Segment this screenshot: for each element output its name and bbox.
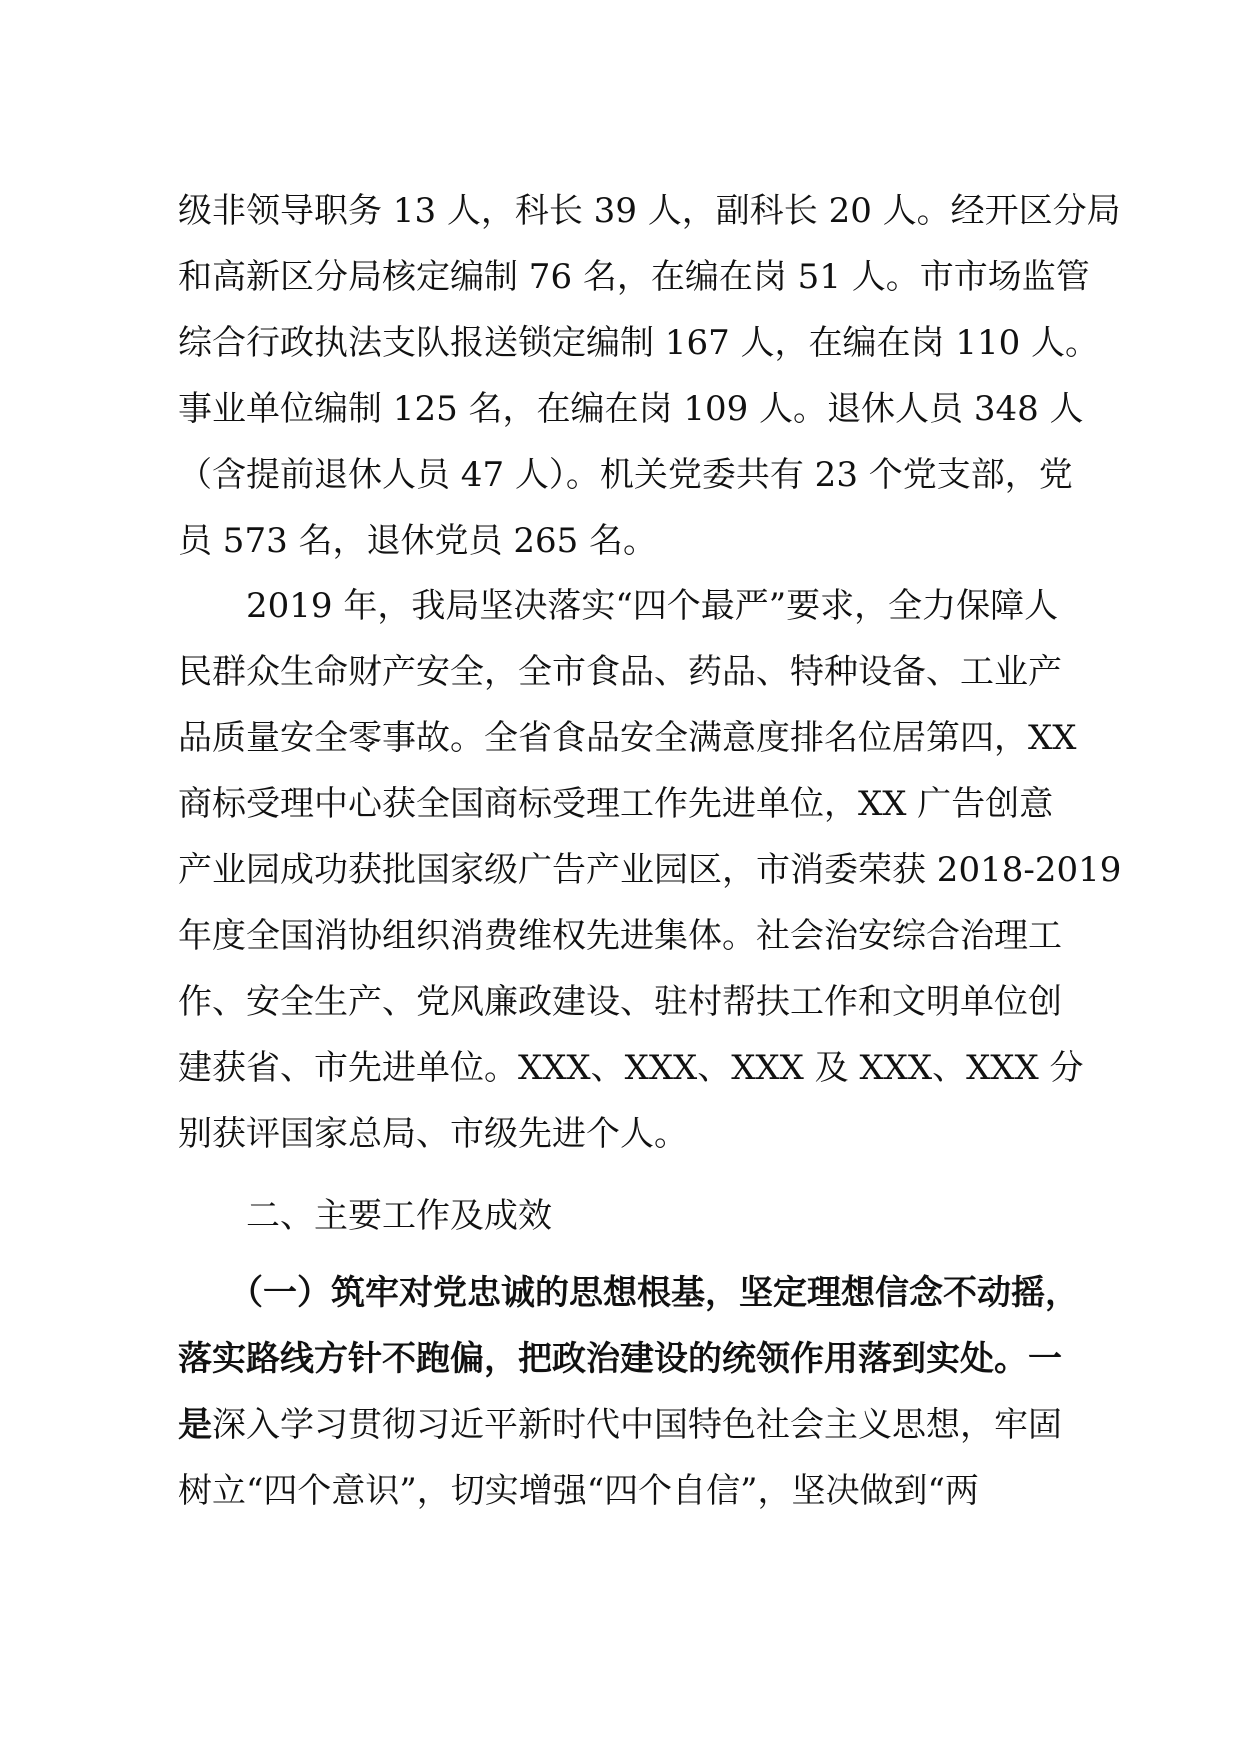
text-line: 和高新区分局核定编制 76 名，在编在岗 51 人。市市场监管 bbox=[178, 257, 1090, 297]
text-line: 事业单位编制 125 名，在编在岗 109 人。退休人员 348 人 bbox=[178, 389, 1084, 429]
paragraph-staffing bbox=[178, 178, 1121, 574]
point-marker: 是 bbox=[178, 1405, 212, 1445]
text-line: （含提前退休人员 47 人）。机关党委共有 23 个党支部，党 bbox=[178, 455, 1073, 495]
text-line: 别获评国家总局、市级先进个人。 bbox=[178, 1114, 688, 1154]
paragraph-section-one bbox=[178, 1260, 1078, 1524]
text-line: 综合行政执法支队报送锁定编制 167 人，在编在岗 110 人。 bbox=[178, 323, 1100, 363]
subheading-line: 落实路线方针不跑偏，把政治建设的统领作用落到实处。一 bbox=[178, 1339, 1062, 1379]
text-line: 年度全国消协组织消费维权先进集体。社会治安综合治理工 bbox=[178, 916, 1062, 956]
text-line: 作、安全生产、党风廉政建设、驻村帮扶工作和文明单位创 bbox=[178, 982, 1062, 1022]
text-line: 民群众生命财产安全，全市食品、药品、特种设备、工业产 bbox=[178, 652, 1062, 692]
text-line: 商标受理中心获全国商标受理工作先进单位，XX 广告创意 bbox=[178, 784, 1054, 824]
point-text: 深入学习贯彻习近平新时代中国特色社会主义思想，牢固 bbox=[212, 1405, 1062, 1445]
text-line bbox=[178, 1392, 1078, 1458]
text-line: 树立“四个意识”，切实增强“四个自信”，坚决做到“两 bbox=[178, 1471, 979, 1511]
text-line: 员 573 名，退休党员 265 名。 bbox=[178, 521, 658, 561]
text-line: 2019 年，我局坚决落实“四个最严”要求，全力保障人 bbox=[178, 586, 1059, 626]
text-line: 品质量安全零事故。全省食品安全满意度排名位居第四，XX bbox=[178, 718, 1077, 758]
section-heading-text: 二、主要工作及成效 bbox=[178, 1196, 552, 1236]
paragraph-achievements-2019 bbox=[178, 573, 1122, 1167]
subheading-line: （一）筑牢对党忠诚的思想根基，坚定理想信念不动摇， bbox=[178, 1273, 1079, 1313]
text-line: 建获省、市先进单位。XXX、XXX、XXX 及 XXX、XXX 分 bbox=[178, 1048, 1084, 1088]
text-line: 级非领导职务 13 人，科长 39 人，副科长 20 人。经开区分局 bbox=[178, 191, 1121, 231]
text-line: 产业园成功获批国家级广告产业园区，市消委荣获 2018-2019 bbox=[178, 850, 1122, 890]
section-heading bbox=[178, 1183, 1078, 1249]
